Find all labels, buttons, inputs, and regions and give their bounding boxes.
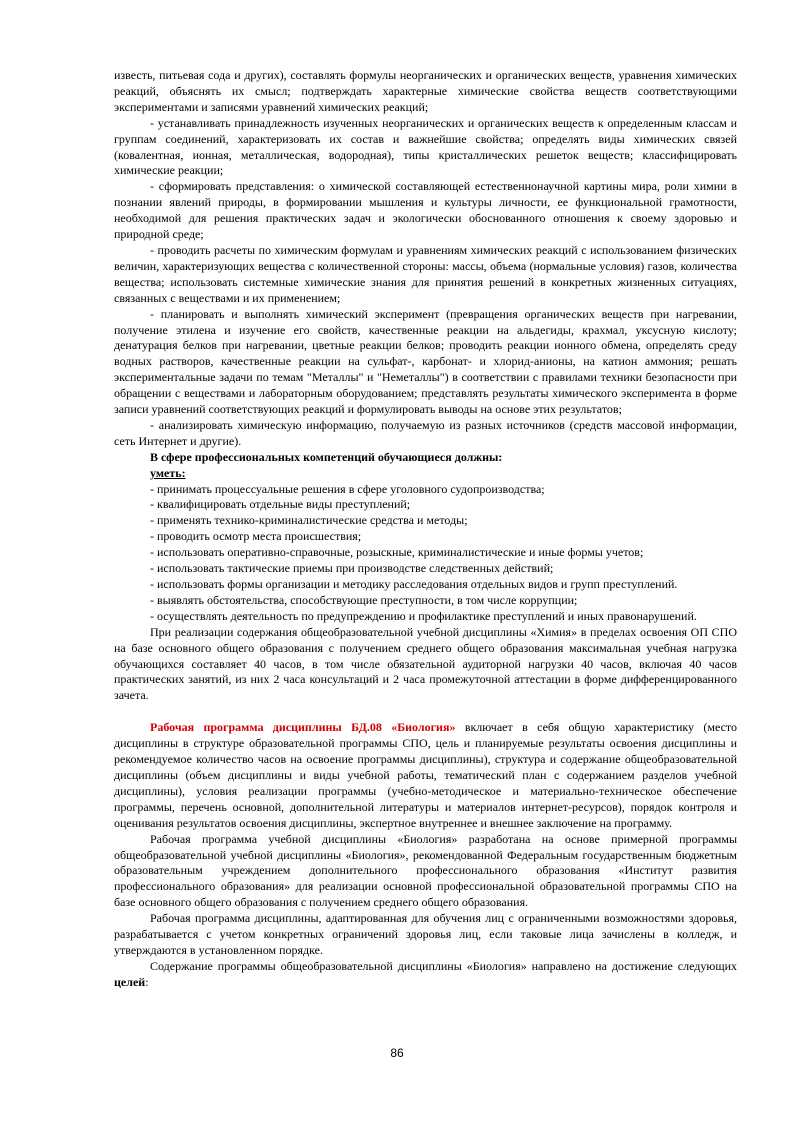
biology-goals-paragraph (114, 959, 737, 991)
prof-competence-heading: В сфере профессиональных компетенций обучающиеся должны: (150, 449, 503, 464)
prof-item: - использовать оперативно-справочные, розыскные, криминалистические и иные формы учетов; (150, 545, 644, 560)
prof-item: - использовать тактические приемы при производстве следственных действий; (150, 561, 554, 576)
hours-paragraph: При реализации содержания общеобразовательной учебной дисциплины «Химия» в пределах освоения ОП СПО на базе основного общего образования с получением среднего общего образования максимальная учебная нагрузка обучающихся составляет 40 часов, в том числе обязательной аудиторной нагрузки 40 часов, включая 40 часов практических занятий, из них 2 часа консультаций и 2 часа промежуточной аттестации в форме дифференцированного зачета. (114, 624, 737, 703)
prof-item: - использовать формы организации и методику расследования отдельных видов и групп преступлений. (150, 577, 678, 591)
prof-item: - применять технико-криминалистические средства и методы; (150, 513, 468, 528)
intro-paragraph: известь, питьевая сода и других), составлять формулы неорганических и органических веществ, уравнения химических реакций, объяснять их смысл; подтверждать характерные химические свойства веществ соответствующими экспериментами и записями уравнений химических реакций; (114, 68, 737, 114)
document-page (114, 68, 737, 991)
umet-label: уметь: (150, 465, 186, 480)
prof-item: - квалифицировать отдельные виды преступлений; (150, 497, 411, 512)
skill-item: - проводить расчеты по химическим формулам и уравнениям химических реакций с использованием физических величин, характеризующих вещества с количественной стороны: массы, объема (нормальные условия) газов, количества вещества; использовать системные химические знания для принятия решений в конкретных жизненных ситуациях, связанных с веществами и их применением; (114, 242, 737, 305)
page-number: 86 (390, 1046, 404, 1060)
prof-item: - осуществлять деятельность по предупреждению и профилактике преступлений и иных правонарушений. (150, 608, 697, 623)
biology-intro-paragraph (114, 720, 737, 831)
prof-item: - принимать процессуальные решения в сфере уголовного судопроизводства; (150, 481, 545, 496)
biology-goals-text: Содержание программы общеобразовательной дисциплины «Биология» направлено на достижение следующих (150, 958, 737, 973)
prof-item: - выявлять обстоятельства, способствующие преступности, в том числе коррупции; (150, 592, 578, 607)
biology-intro-text: включает в себя общую характеристику (место дисциплины в структуре образовательной программы СПО, цель и планируемые результаты освоения дисциплины и рекомендуемое количество часов на освоение программы дисциплины), структура и содержание общеобразовательной дисциплины (объем дисциплины и виды учебной работы, тематический план с содержанием разделов учебной дисциплины), условия реализации программы (учебно-методическое и материально-техническое обеспечение программы, перечень основной, дополнительной литературы и материалов интернет-ресурсов), порядок контроля и оценивания результатов освоения дисциплины, экспертное внутреннее и внешнее заключение на программу. (114, 720, 737, 830)
skill-item: - устанавливать принадлежность изученных неорганических и органических веществ к определенным классам и группам соединений, характеризовать их состав и важнейшие свойства; определять виды химических связей (ковалентная, ионная, металлическая, водородная), типы кристаллических решеток веществ; классифицировать химические реакции; (114, 115, 737, 178)
biology-program-title: Рабочая программа дисциплины БД.08 «Биология» (150, 720, 456, 735)
biology-goals-word: целей (114, 974, 146, 989)
biology-adapted-paragraph: Рабочая программа дисциплины, адаптированная для обучения лиц с ограниченными возможностями здоровья, разрабатывается с учетом конкретных ограничений здоровья лиц, если таковые лица зачислены в колледж, и утверждаются в установленном порядке. (114, 911, 737, 957)
skill-item: - сформировать представления: о химической составляющей естественнонаучной картины мира, роли химии в познании явлений природы, в формировании мышления и культуры личности, ее функциональной грамотности, необходимой для решения практических задач и экологически обоснованного отношения к своему здоровью и природной среде; (114, 179, 737, 242)
skill-item: - планировать и выполнять химический эксперимент (превращения органических веществ при нагревании, получение этилена и изучение его свойств, качественные реакции на альдегиды, крахмал, уксусную кислоту; денатурация белков при нагревании, цветные реакции белков; проводить реакции ионного обмена, определять среду водных растворов, качественные реакции на сульфат-, карбонат- и хлорид-анионы, на катион аммония; решать экспериментальные задачи по темам "Металлы" и "Неметаллы") в соответствии с правилами техники безопасности при обращении с веществами и лабораторным оборудованием; представлять результаты химического эксперимента в форме записи уравнений соответствующих реакций и формулировать выводы на основе этих результатов; (114, 306, 737, 417)
skill-item: - анализировать химическую информацию, получаемую из разных источников (средств массовой информации, сеть Интернет и другие). (114, 417, 737, 448)
biology-goals-colon: : (145, 974, 149, 989)
prof-item: - проводить осмотр места происшествия; (150, 529, 362, 544)
biology-basis-paragraph: Рабочая программа учебной дисциплины «Биология» разработана на основе примерной программы общеобразовательной учебной дисциплины «Биология», рекомендованной Федеральным государственным бюджетным образовательным учреждением дополнительного профессионального образования «Институт развития профессионального образования» для реализации основной профессиональной образовательной программы СПО на базе основного общего образования с получением среднего общего образования. (114, 831, 737, 910)
umet-label-line (114, 466, 737, 482)
section-spacer (114, 704, 737, 720)
